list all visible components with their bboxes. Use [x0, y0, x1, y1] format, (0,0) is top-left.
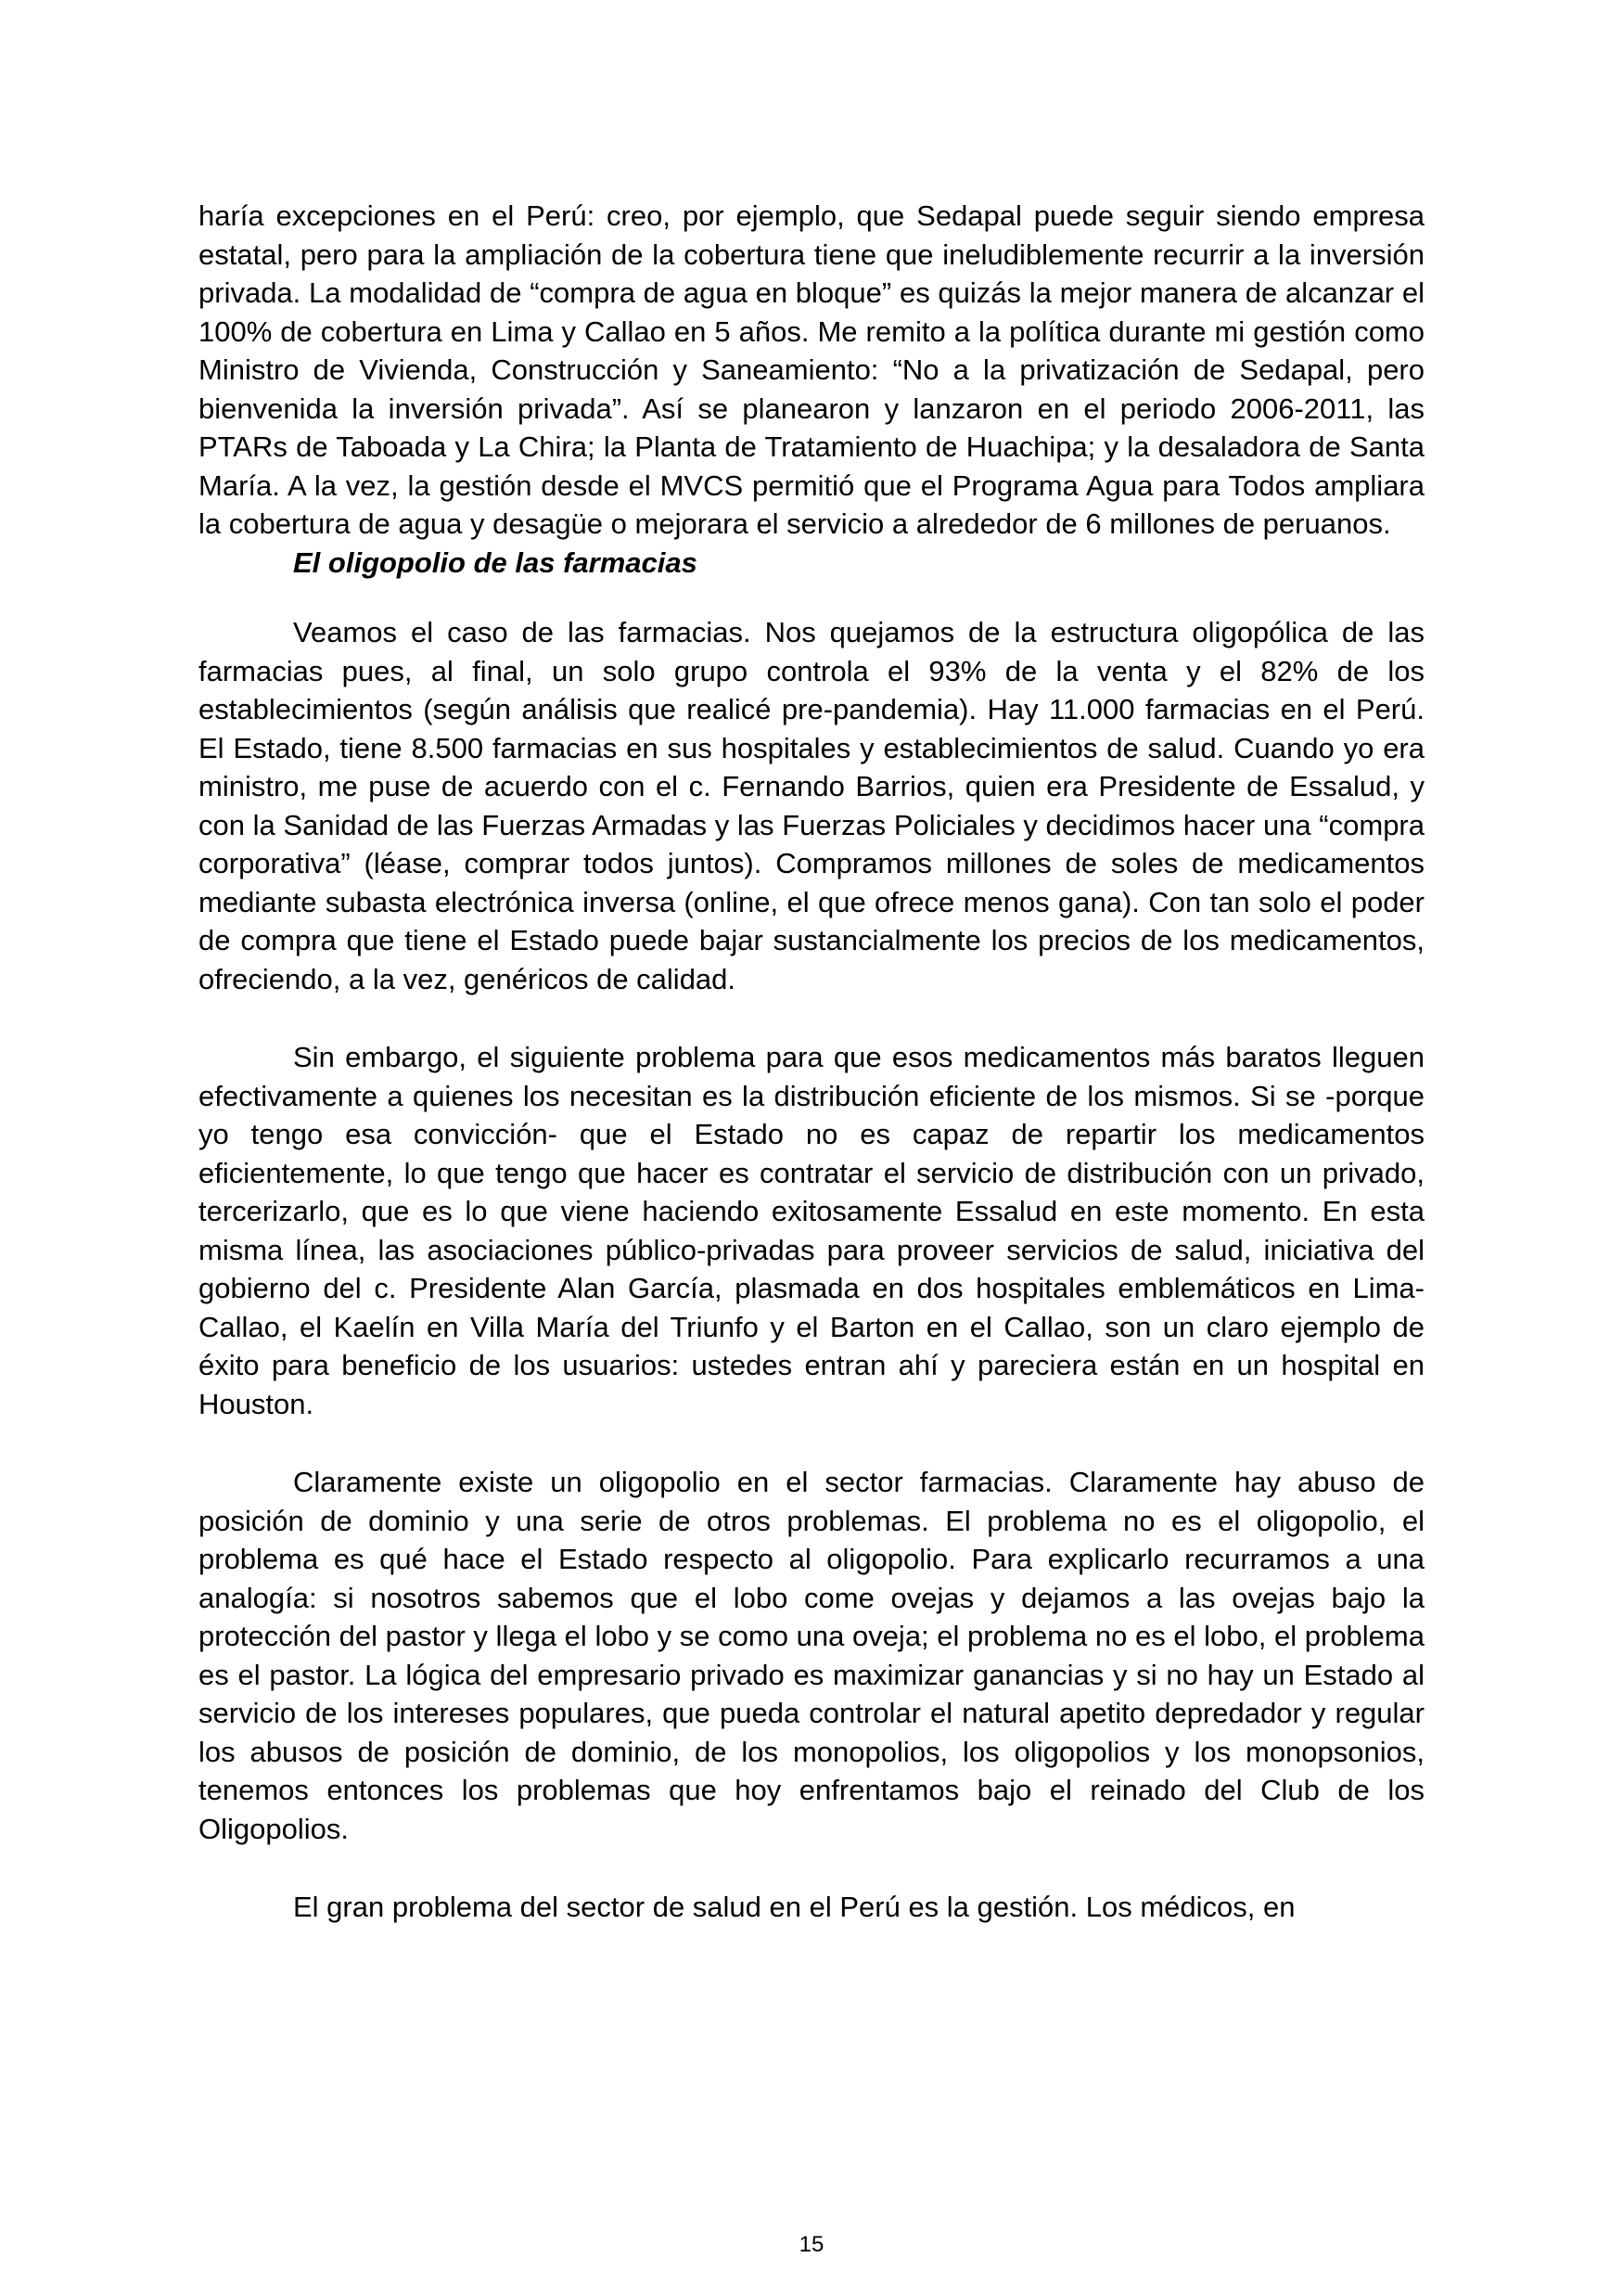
- paragraph-oligopolio: Claramente existe un oligopolio en el sector farmacias. Claramente hay abuso de posición de dominio y una serie de otros problemas. El problema no es el oligopolio, el problema es qué hace el Estado respecto al oligopolio. Para explicarlo recurramos a una analogía: si nosotros sabemos que el lobo come ovejas y dejamos a las ovejas bajo la protección del pastor y llega el lobo y se como una oveja; el problema no es el lobo, el problema es el pastor. La lógica del empresario privado es maximizar ganancias y si no hay un Estado al servicio de los intereses populares, que pueda controlar el natural apetito depredador y regular los abusos de posición de dominio, de los monopolios, los oligopolios y los monopsonios, tenemos entonces los problemas que hoy enfrentamos bajo el reinado del Club de los Oligopolios.: [198, 1466, 1425, 1845]
- paragraph-gestion: El gran problema del sector de salud en el Perú es la gestión. Los médicos, en: [293, 1891, 1296, 1923]
- section-heading: El oligopolio de las farmacias: [293, 545, 697, 579]
- opening-paragraph: haría excepciones en el Perú: creo, por ejemplo, que Sedapal puede seguir siendo empresa estatal, pero para la ampliación de la cobertura tiene que ineludiblemente recurrir a la inversión privada. La modalidad de “compra de agua en bloque” es quizás la mejor manera de alcanzar el 100% de cobertura en Lima y Callao en 5 años. Me remito a la política durante mi gestión como Ministro de Vivienda, Construcción y Saneamiento: “No a la privatización de Sedapal, pero bienvenida la inversión privada”. Así se planearon y lanzaron en el periodo 2006-2011, las PTARs de Taboada y La Chira; la Planta de Tratamiento de Huachipa; y la desaladora de Santa María. A la vez, la gestión desde el MVCS permitió que el Programa Agua para Todos ampliara la cobertura de agua y desagüe o mejorara el servicio a alrededor de 6 millones de peruanos.: [198, 199, 1425, 540]
- paragraph-distribucion: Sin embargo, el siguiente problema para que esos medicamentos más baratos lleguen efectivamente a quienes los necesitan es la distribución eficiente de los mismos. Si se -porque yo tengo esa convicción- que el Estado no es capaz de repartir los medicamentos eficientemente, lo que tengo que hacer es contratar el servicio de distribución con un privado, tercerizarlo, que es lo que viene haciendo exitosamente Essalud en este momento. En esta misma línea, las asociaciones público-privadas para proveer servicios de salud, iniciativa del gobierno del c. Presidente Alan García, plasmada en dos hospitales emblemáticos en Lima-Callao, el Kaelín en Villa María del Triunfo y el Barton en el Callao, son un claro ejemplo de éxito para beneficio de los usuarios: ustedes entran ahí y pareciera están en un hospital en Houston.: [198, 1041, 1425, 1420]
- paragraph-farmacias: Veamos el caso de las farmacias. Nos quejamos de la estructura oligopólica de las farmacias pues, al final, un solo grupo controla el 93% de la venta y el 82% de los establecimientos (según análisis que realicé pre-pandemia). Hay 11.000 farmacias en el Perú. El Estado, tiene 8.500 farmacias en sus hospitales y establecimientos de salud. Cuando yo era ministro, me puse de acuerdo con el c. Fernando Barrios, quien era Presidente de Essalud, y con la Sanidad de las Fuerzas Armadas y las Fuerzas Policiales y decidimos hacer una “compra corporativa” (léase, comprar todos juntos). Compramos millones de soles de medicamentos mediante subasta electrónica inversa (online, el que ofrece menos gana). Con tan solo el poder de compra que tiene el Estado puede bajar sustancialmente los precios de los medicamentos, ofreciendo, a la vez, genéricos de calidad.: [198, 616, 1425, 995]
- page-number: 15: [799, 2232, 824, 2257]
- page-body: [198, 197, 1425, 1927]
